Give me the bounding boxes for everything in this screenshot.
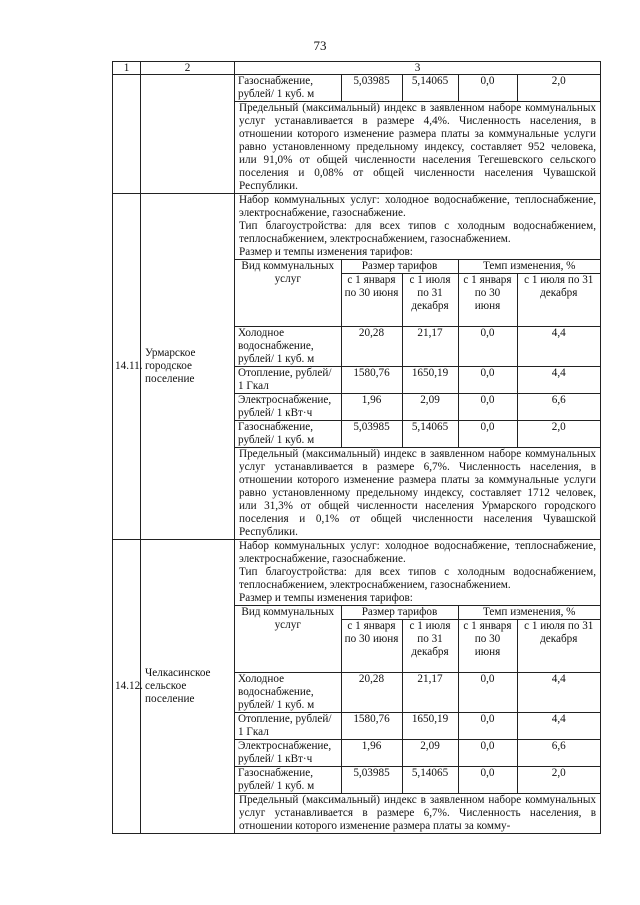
tariff-table: Вид коммунальных услуг Размер тарифов Темп изменения, % с 1 января по 30 июня с 1 июля по 31 декабря с 1 января по 30 июня с 1 июля по 31 декабря Холодное водоснабжение, рублей/ 1 куб. м 20,28 21,17 0,0 4,4 Отопление, рублей/ 1 Гкал 1580,76 1650,19 0,0 4,4 Электроснабжение, рублей/ 1 кВт·ч 1,96 2,09 0,0 6,6 Газоснабжение, рублей/ 1 куб. м 5,03985 5,14065 0,0 2,0: [235, 259, 600, 448]
services-set: Набор коммунальных услуг: холодное водоснабжение, теплоснабжение, электроснабжение, газоснабжение.: [239, 194, 596, 219]
tariff-row: Электроснабжение, рублей/ 1 кВт·ч 1,96 2,09 0,0 6,6: [235, 740, 600, 767]
tariff-row: Электроснабжение, рублей/ 1 кВт·ч 1,96 2,09 0,0 6,6: [235, 394, 600, 421]
settlement-name: Урмарское городское поселение: [141, 194, 235, 540]
tariff-row: Отопление, рублей/ 1 Гкал 1580,76 1650,19 0,0 4,4: [235, 367, 600, 394]
limit-index-note: Предельный (максимальный) индекс в заявленном наборе коммунальных услуг устанавливается в размере 6,7%. Численность населения, в отношении которого изменение размера платы за коммунальные услуги равно установленному предельному индексу, составляет 1712 человек, или 31,3% от общей численности населения Урмарского городского поселения и 0,1% от общей численности населения Чувашской Республики.: [239, 448, 596, 538]
section-row: [113, 194, 601, 540]
settlement-name: Челкасинское сельское поселение: [141, 540, 235, 834]
limit-index-note: Предельный (максимальный) индекс в заявленном наборе коммунальных услуг устанавливается в размере 6,7%. Численность населения, в отношении которого изменение размера платы за комму-: [239, 794, 596, 832]
services-set: Набор коммунальных услуг: холодное водоснабжение, теплоснабжение, электроснабжение, газоснабжение.: [239, 540, 596, 565]
tariff-caption: Размер и темпы изменения тарифов:: [239, 246, 413, 258]
improvement-type: Тип благоустройства: для всех типов с холодным водоснабжением, теплоснабжением, электроснабжением, газоснабжением.: [239, 220, 596, 245]
column-number-row: [113, 62, 601, 75]
tariff-caption: Размер и темпы изменения тарифов:: [239, 592, 413, 604]
tariff-row: Газоснабжение, рублей/ 1 куб. м 5,03985 5,14065 0,0 2,0: [235, 421, 600, 448]
section-number: 14.11.: [113, 194, 141, 540]
continuation-row: [113, 75, 601, 194]
col-header-3: 3: [235, 62, 601, 75]
tariff-row: Холодное водоснабжение, рублей/ 1 куб. м 20,28 21,17 0,0 4,4: [235, 327, 600, 367]
col-header-1: 1: [113, 62, 141, 75]
section-number: 14.12.: [113, 540, 141, 834]
tariff-table: Вид коммунальных услуг Размер тарифов Темп изменения, % с 1 января по 30 июня с 1 июля по 31 декабря с 1 января по 30 июня с 1 июля по 31 декабря Холодное водоснабжение, рублей/ 1 куб. м 20,28 21,17 0,0 4,4 Отопление, рублей/ 1 Гкал 1580,76 1650,19 0,0 4,4 Электроснабжение, рублей/ 1 кВт·ч 1,96 2,09 0,0 6,6 Газоснабжение, рублей/ 1 куб. м 5,03985 5,14065 0,0 2,0: [235, 605, 600, 794]
page-number: 73: [313, 38, 327, 53]
tariff-row: Холодное водоснабжение, рублей/ 1 куб. м 20,28 21,17 0,0 4,4: [235, 673, 600, 713]
tariff-row: Газоснабжение, рублей/ 1 куб. м 5,03985 5,14065 0,0 2,0: [235, 75, 600, 102]
tariff-row: Газоснабжение, рублей/ 1 куб. м 5,03985 5,14065 0,0 2,0: [235, 767, 600, 794]
document-table: [112, 61, 601, 834]
improvement-type: Тип благоустройства: для всех типов с холодным водоснабжением, теплоснабжением, электроснабжением, газоснабжением.: [239, 566, 596, 591]
limit-index-note: Предельный (максимальный) индекс в заявленном наборе коммунальных услуг устанавливается в размере 4,4%. Численность населения, в отношении которого изменение размера платы за коммунальные услуги равно установленному предельному индексу, составляет 952 человека, или 91,0% от общей численности населения Тегешевского сельского поселения и 0,08% от общей численности населения Чувашской Республики.: [239, 102, 596, 192]
tariff-table-continued: [235, 75, 600, 102]
col-header-2: 2: [141, 62, 235, 75]
section-row: [113, 540, 601, 834]
tariff-row: Отопление, рублей/ 1 Гкал 1580,76 1650,19 0,0 4,4: [235, 713, 600, 740]
